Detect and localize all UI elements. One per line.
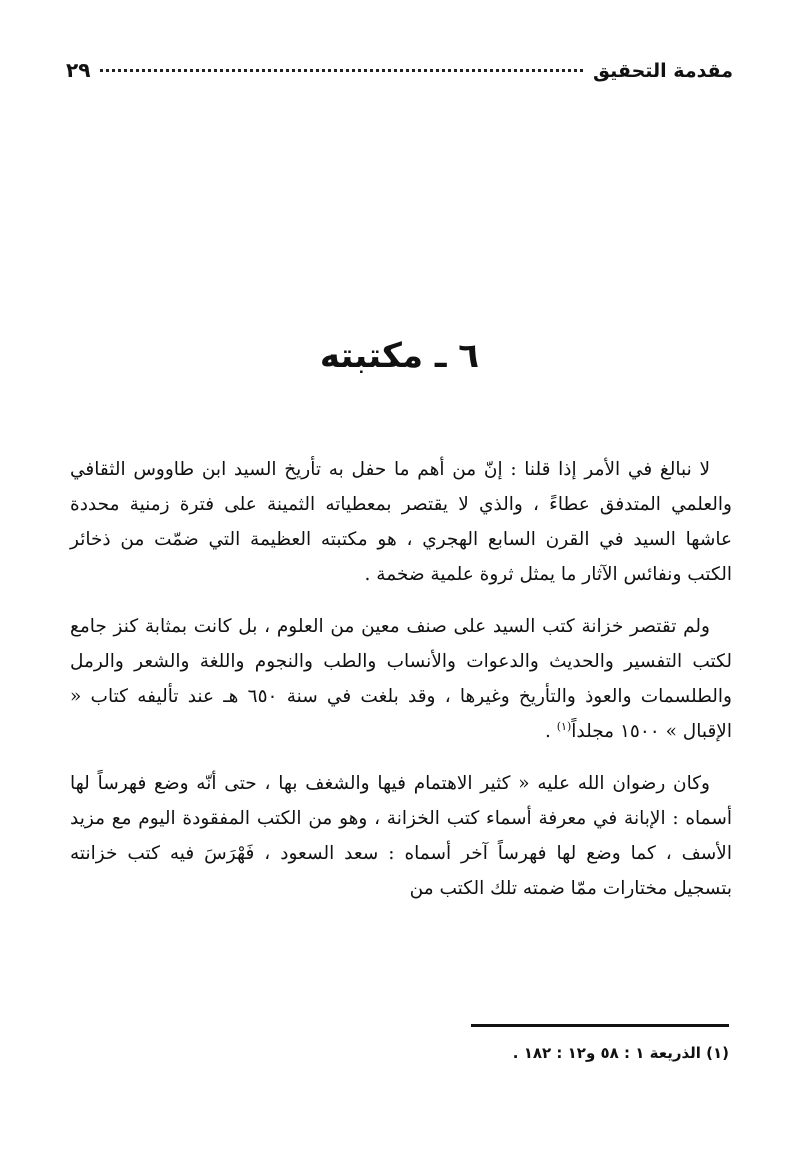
page-number: ٢٩: [66, 58, 91, 82]
dotted-leader: [100, 69, 583, 72]
paragraph-2-text: ولم تقتصر خزانة كتب السيد على صنف معين من العلوم ، بل كانت بمثابة كنز جامع لكتب التفسير والحديث والدعوات والأنساب والطب والنجوم واللغة والشعر والرمل والطلسمات والعوذ والتأريخ وغيرها ، وقد بلغت في سنة ٦٥٠ هـ عند تأليفه كتاب « الإقبال » ١٥٠٠ مجلداً: [70, 616, 732, 742]
paragraph-3-text: وكان رضوان الله عليه « كثير الاهتمام فيها والشغف بها ، حتى أنّه وضع فهرساً لها أسماه : الإبانة في معرفة أسماء كتب الخزانة ، وهو من الكتب المفقودة اليوم مع مزيد الأسف ، كما وضع لها فهرساً آخر أسماه : سعد السعود ، فَهْرَسَ فيه كتب خزانته بتسجيل مختارات ممّا ضمته تلك الكتب من: [70, 773, 732, 899]
paragraph-2: [70, 609, 732, 749]
paragraph-2-end: .: [544, 721, 557, 742]
paragraph-1-text: لا نبالغ في الأمر إذا قلنا : إنّ من أهم ما حفل به تأريخ السيد ابن طاووس الثقافي والعلمي المتدفق عطاءً ، والذي لا يقتصر بمعطياته الثمينة على فترة زمنية محددة عاشها السيد في القرن السابع الهجري ، هو مكتبته العظيمة التي ضمّت من ذخائر الكتب ونفائس الآثار ما يمثل ثروة علمية ضخمة .: [70, 459, 732, 585]
footnote-reference[interactable]: (١): [556, 719, 572, 733]
footnote-divider: [471, 1024, 729, 1027]
body-text: [70, 452, 732, 923]
running-header: [66, 58, 733, 92]
footnote: (١) الذريعة ١ : ٥٨ و١٢ : ١٨٢ .: [512, 1044, 729, 1062]
section-heading: ٦ ـ مكتبته: [319, 336, 480, 376]
paragraph-3: [70, 766, 732, 906]
paragraph-1: [70, 452, 732, 592]
running-title: مقدمة التحقيق: [593, 60, 733, 82]
